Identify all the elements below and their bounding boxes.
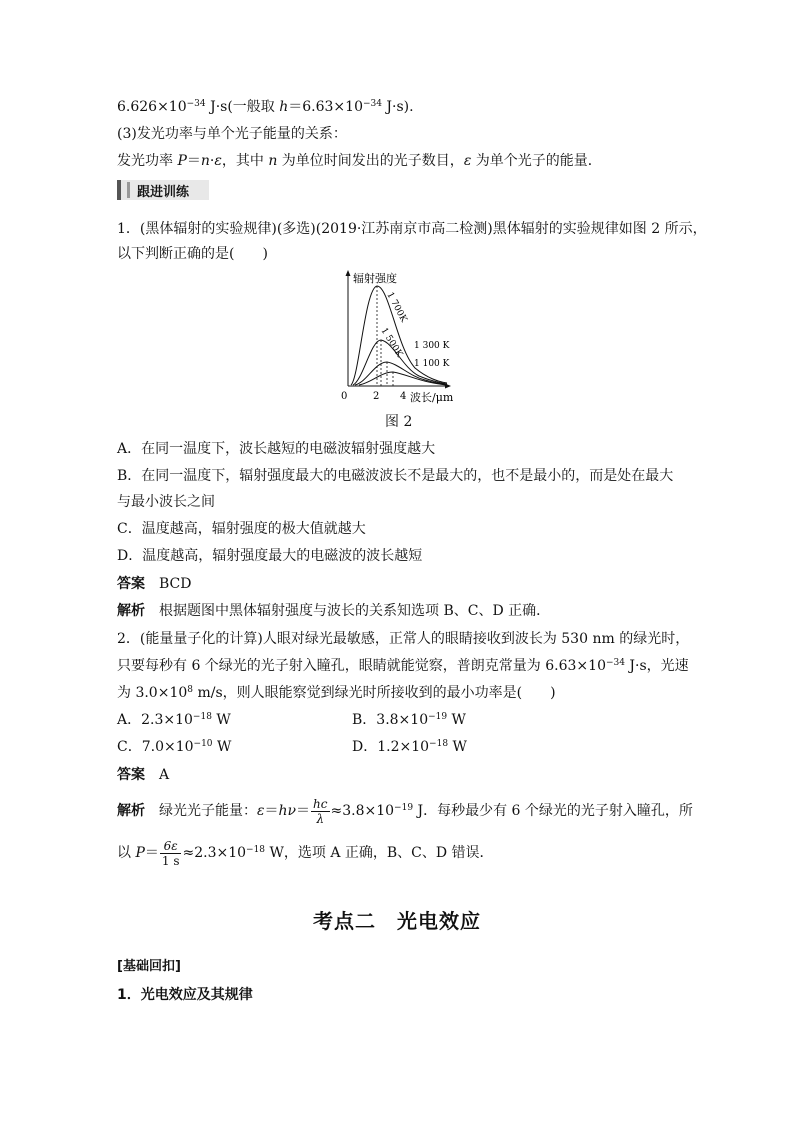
q1-stem-line-2: 以下判断正确的是( )	[117, 246, 268, 262]
q1-option-a: A．在同一温度下，波长越短的电磁波辐射强度越大	[117, 441, 436, 457]
blackbody-radiation-chart	[335, 268, 465, 404]
q2-analysis-line-2: 以 P＝ $\frac{6\varepsilon}{1 s}$ $\approx 2.3\times 10^{-18}$ W，选项 A 正确，B、C、D 错误．	[117, 838, 494, 868]
q1-analysis	[117, 601, 550, 621]
fraction-6eps-1s: $\frac{6\varepsilon}{1 s}$	[161, 838, 180, 868]
section-tag	[117, 180, 209, 200]
q2-option-c: C．$7.0\times 10^{-10}$ W	[117, 739, 232, 755]
figure-caption: 图 2	[385, 414, 413, 430]
q2-option-d: D．$1.2\times 10^{-18}$ W	[352, 739, 467, 755]
y-axis-arrow	[346, 270, 351, 276]
fraction-hc-lambda: $\frac{hc}{\lambda}$	[313, 796, 328, 826]
section-tag-label: 跟进训练	[137, 185, 190, 200]
intro-line-2: (3)发光功率与单个光子能量的关系：	[117, 126, 347, 142]
q2-stem-line-1: 2．(能量量子化的计算)人眼对绿光最敏感，正常人的眼睛接收到波长为 530 nm 的绿光时，	[117, 631, 690, 647]
q1-option-d: D．温度越高，辐射强度最大的电磁波的波长越短	[117, 548, 423, 564]
q2-stem-line-3: 为 $3.0\times 10^8$ m/s，则人眼能察觉到绿光时所接收到的最小功率是( )	[117, 685, 556, 701]
q1-answer	[117, 574, 191, 594]
q2-option-b: B．$3.8\times 10^{-19}$ W	[352, 712, 466, 728]
topic-item-1: 1．光电效应及其规律	[117, 987, 253, 1003]
curve-1100k	[359, 372, 447, 385]
intro-line-1: $6.626\times 10^{-34}$ J·s(一般取 $h=6.63\times 10^{-34}$ J·s).	[117, 99, 414, 115]
q1-option-b: B．在同一温度下，辐射强度最大的电磁波波长不是最大的，也不是最小的，而是处在最大	[117, 468, 674, 484]
y-axis-label: 辐射强度	[353, 272, 397, 285]
answer-value: BCD	[159, 576, 192, 592]
section-title: 考点二 光电效应	[313, 909, 481, 933]
answer-label: 答案	[117, 767, 145, 783]
label-1700k: 1 700K	[384, 290, 409, 325]
x-axis-label: 波长/μm	[410, 391, 454, 404]
answer-value: A	[159, 767, 170, 783]
q2-analysis-line-1: 解析 绿光光子能量：ε＝hν＝ $\frac{hc}{\lambda}$ $\approx 3.8\times 10^{-19}$ J．每秒最少有 6 个绿光的光子射入瞳孔，所	[117, 796, 693, 826]
x-tick-label-0: 0	[341, 391, 348, 402]
intro-line-3: 发光功率 P＝n·ε，其中 n 为单位时间发出的光子数目，ε 为单个光子的能量．	[117, 153, 602, 169]
q2-option-a: A．$2.3\times 10^{-18}$ W	[117, 712, 231, 728]
q1-option-b-cont: 与最小波长之间	[117, 494, 215, 510]
analysis-label: 解析	[117, 803, 145, 819]
x-tick-label-2: 2	[373, 391, 380, 402]
x-tick-label-4: 4	[400, 391, 407, 402]
base-review-label: [基础回扣]	[117, 959, 181, 974]
analysis-text: 根据题图中黑体辐射强度与波长的关系知选项 B、C、D 正确．	[159, 603, 551, 619]
analysis-label: 解析	[117, 603, 145, 619]
tag-bar-decoration	[127, 182, 130, 198]
q1-option-c: C．温度越高，辐射强度的极大值就越大	[117, 521, 366, 537]
q2-answer	[117, 765, 169, 785]
q1-stem-line-1: 1．(黑体辐射的实验规律)(多选)(2019·江苏南京市高二检测)黑体辐射的实验规律如图 2 所示，	[117, 221, 707, 237]
label-1300k: 1 300 K	[414, 341, 450, 351]
label-1500k: 1 500K	[378, 326, 405, 360]
q2-stem-line-2: 只要每秒有 6 个绿光的光子射入瞳孔，眼睛就能觉察，普朗克常量为 $6.63\times 10^{-34}$ J·s，光速	[117, 658, 689, 674]
answer-label: 答案	[117, 576, 145, 592]
label-1100k: 1 100 K	[414, 359, 450, 369]
